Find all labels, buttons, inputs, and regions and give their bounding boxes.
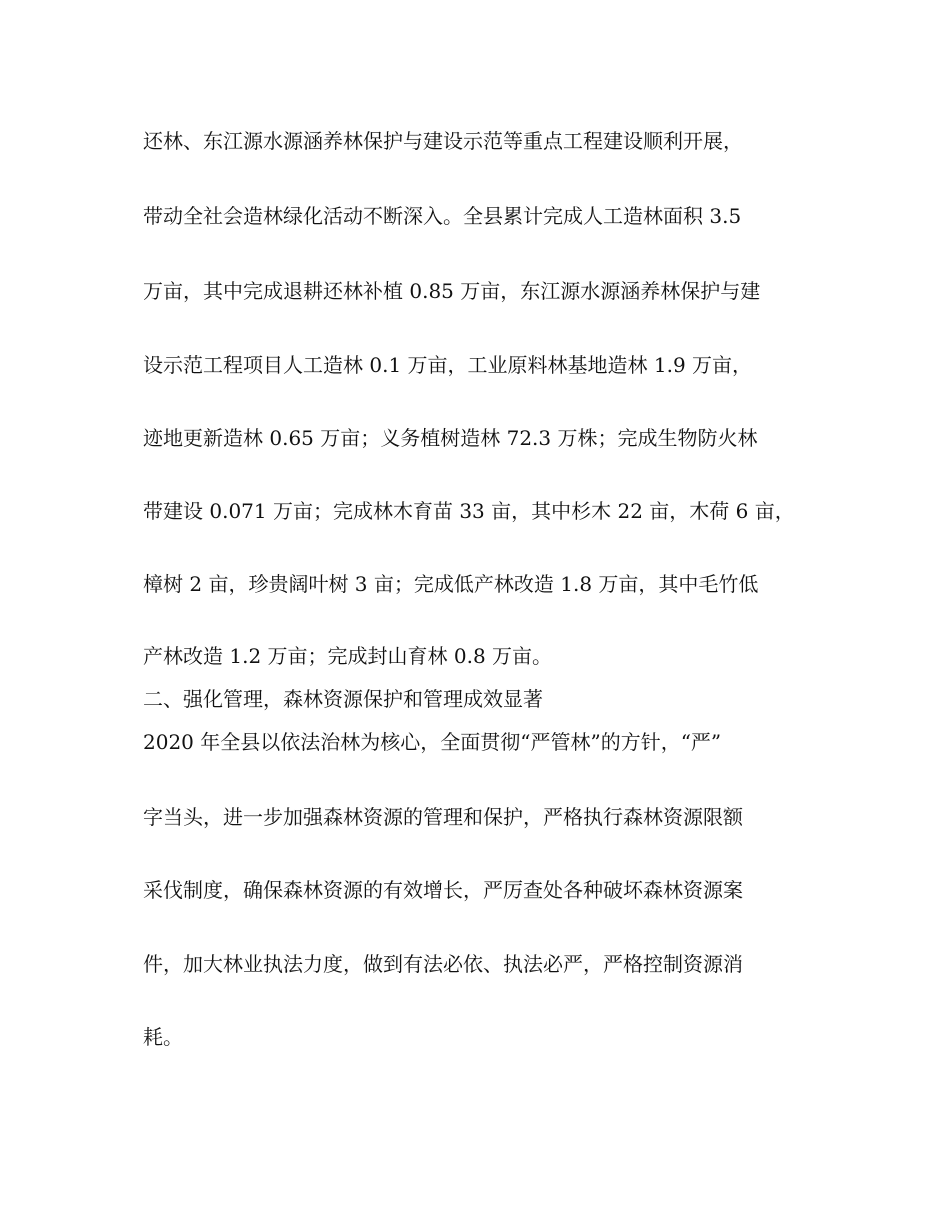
section-heading: 二、强化管理，森林资源保护和管理成效显著	[143, 687, 543, 711]
paragraph-line: 耗。	[143, 1025, 183, 1049]
paragraph-line: 设示范工程项目人工造林 0.1 万亩，工业原料林基地造林 1.9 万亩，	[143, 353, 753, 377]
paragraph-line: 产林改造 1.2 万亩；完成封山育林 0.8 万亩。	[143, 644, 553, 668]
paragraph-line: 件，加大林业执法力度，做到有法必依、执法必严，严格控制资源消	[143, 952, 743, 976]
paragraph-line: 带建设 0.071 万亩；完成林木育苗 33 亩，其中杉木 22 亩，木荷 6 亩，	[143, 499, 795, 523]
paragraph-line: 带动全社会造林绿化活动不断深入。全县累计完成人工造林面积 3.5	[143, 204, 742, 228]
paragraph-line: 万亩，其中完成退耕还林补植 0.85 万亩，东江源水源涵养林保护与建	[143, 279, 761, 303]
paragraph-line: 采伐制度，确保森林资源的有效增长，严厉查处各种破坏森林资源案	[143, 878, 743, 902]
paragraph-line: 字当头，进一步加强森林资源的管理和保护，严格执行森林资源限额	[143, 805, 743, 829]
paragraph-line: 迹地更新造林 0.65 万亩；义务植树造林 72.3 万株；完成生物防火林	[143, 426, 758, 450]
paragraph-line: 还林、东江源水源涵养林保护与建设示范等重点工程建设顺利开展，	[143, 129, 743, 153]
paragraph-line: 樟树 2 亩，珍贵阔叶树 3 亩；完成低产林改造 1.8 万亩，其中毛竹低	[143, 572, 759, 596]
paragraph-line: 2020 年全县以依法治林为核心，全面贯彻“严管林”的方针，“严”	[143, 730, 722, 754]
